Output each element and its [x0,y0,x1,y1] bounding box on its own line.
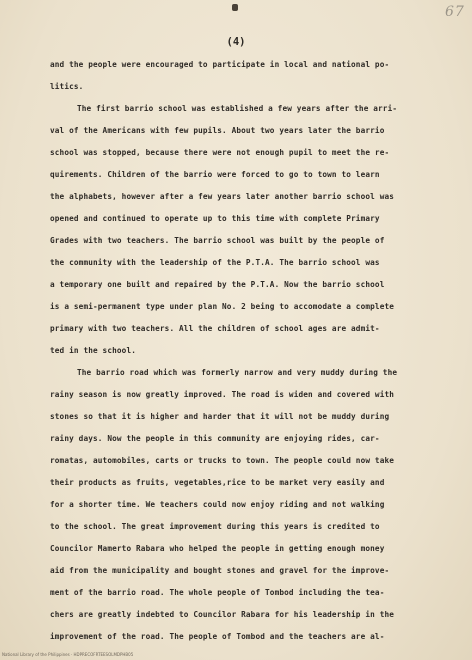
text-line: school was stopped, because there were not enough pupil to meet the re- [50,148,390,157]
text-line: the community with the leadership of the P.T.A. The barrio school was [50,258,380,267]
text-line: Grades with two teachers. The barrio school was built by the people of [50,236,385,245]
text-line: the alphabets, however after a few years later another barrio school was [50,192,395,201]
text-line: Councilor Mamerto Rabara who helped the people in getting enough money [50,544,385,553]
handwritten-page-number: 67 [445,4,465,20]
text-line: The first barrio school was established a few years after the arri- [77,104,398,113]
text-line: primary with two teachers. All the children of school ages are admit- [50,324,380,333]
text-line: improvement of the road. The people of Tombod and the teachers are al- [50,632,385,641]
footer-watermark: National Library of the Philippines · HDPRECOFRTEESOLMDPHB05 [2,652,134,657]
text-line: and the people were encouraged to participate in local and national po- [50,60,390,69]
text-line: The barrio road which was formerly narrow and very muddy during the [77,368,398,377]
text-line: for a shorter time. We teachers could now enjoy riding and not walking [50,500,385,509]
text-line: ment of the barrio road. The whole people of Tombod including the tea- [50,588,385,597]
text-line: to the school. The great improvement during this years is credited to [50,522,380,531]
text-line: their products as fruits, vegetables,rice to be market very easily and [50,478,385,487]
text-line: ted in the school. [50,346,137,355]
text-line: a temporary one built and repaired by the P.T.A. Now the barrio school [50,280,385,289]
text-line: val of the Americans with few pupils. About two years later the barrio [50,126,385,135]
text-line: rainy days. Now the people in this community are enjoying rides, car- [50,434,380,443]
text-line: opened and continued to operate up to this time with complete Primary [50,214,380,223]
page-number: (4) [226,36,246,48]
text-line: rainy season is now greatly improved. The road is widen and covered with [50,390,395,399]
binding-hole [232,4,238,11]
text-line: is a semi-permanent type under plan No. 2 being to accomodate a complete [50,302,395,311]
text-line: chers are greatly indebted to Councilor Rabara for his leadership in the [50,610,395,619]
text-line: litics. [50,82,84,91]
text-line: stones so that it is higher and harder that it will not be muddy during [50,412,390,421]
text-line: quirements. Children of the barrio were forced to go to town to learn [50,170,380,179]
text-line: aid from the municipality and bought stones and gravel for the improve- [50,566,390,575]
text-line: romatas, automobiles, carts or trucks to town. The people could now take [50,456,395,465]
